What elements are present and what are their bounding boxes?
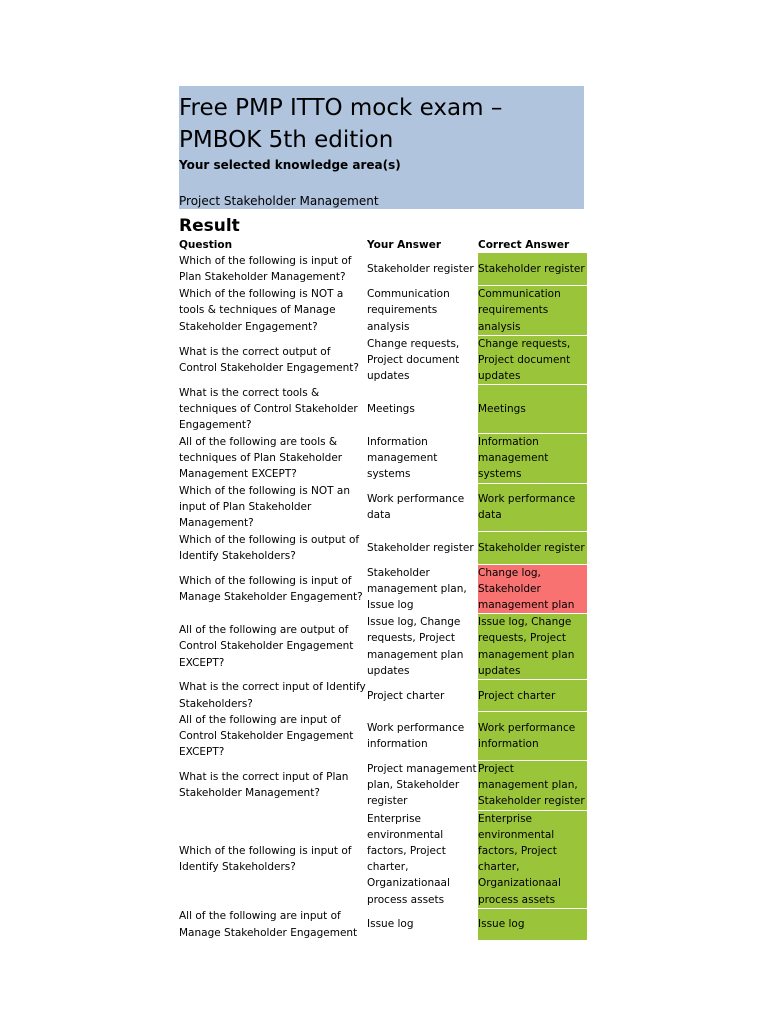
page-title: Free PMP ITTO mock exam – PMBOK 5th edition <box>179 95 503 153</box>
exam-header <box>179 86 584 209</box>
correct-answer-cell: Enterprise environmental factors, Project charter, Organizationaal process assets <box>478 810 587 908</box>
question-cell: All of the following are input of Control Stakeholder Engagement EXCEPT? <box>179 713 354 759</box>
results-table-body <box>179 253 587 941</box>
question-cell: What is the correct tools & techniques of Control Stakeholder Engagement? <box>179 386 358 432</box>
your-answer-cell: Work performance information <box>367 721 465 751</box>
table-row <box>179 335 587 385</box>
correct-answer-cell: Work performance data <box>478 483 587 532</box>
correct-answer-cell: Issue log <box>478 908 587 940</box>
question-cell: Which of the following is NOT an input of Plan Stakeholder Management? <box>179 485 350 530</box>
question-cell: Which of the following is NOT a tools & techniques of Manage Stakeholder Engagement? <box>179 288 344 333</box>
table-row <box>179 385 587 434</box>
table-row <box>179 712 587 761</box>
question-cell: All of the following are output of Control Stakeholder Engagement EXCEPT? <box>179 624 354 669</box>
column-header-your-answer: Your Answer <box>367 239 442 251</box>
question-cell: All of the following are input of Manage Stakeholder Engagement <box>179 910 358 939</box>
table-row <box>179 810 587 908</box>
correct-answer-cell: Change log, Stakeholder management plan <box>478 564 587 614</box>
question-cell: What is the correct output of Control Stakeholder Engagement? <box>179 345 359 375</box>
question-cell: All of the following are tools & techniques of Plan Stakeholder Management EXCEPT? <box>179 435 343 481</box>
correct-answer-cell: Work performance information <box>478 712 587 761</box>
table-row <box>179 564 587 614</box>
your-answer-cell: Project management plan, Stakeholder register <box>367 763 477 808</box>
your-answer-cell: Issue log, Change requests, Project management plan updates <box>367 616 464 677</box>
table-row <box>179 908 587 940</box>
your-answer-cell: Communication requirements analysis <box>367 288 450 333</box>
question-cell: Which of the following is input of Identify Stakeholders? <box>179 845 352 874</box>
correct-answer-cell: Meetings <box>478 385 587 434</box>
correct-answer-cell: Issue log, Change requests, Project management plan updates <box>478 614 587 680</box>
result-heading: Result <box>179 216 240 236</box>
your-answer-cell: Change requests, Project document updates <box>367 337 460 383</box>
results-table <box>179 237 587 941</box>
your-answer-cell: Enterprise environmental factors, Project charter, Organizationaal process assets <box>367 812 450 906</box>
your-answer-cell: Project charter <box>367 689 445 702</box>
your-answer-cell: Stakeholder register <box>367 263 474 276</box>
question-cell: Which of the following is input of Manage Stakeholder Engagement? <box>179 574 363 603</box>
correct-answer-cell: Project charter <box>478 679 587 711</box>
your-answer-cell: Meetings <box>367 403 415 416</box>
correct-answer-cell: Communication requirements analysis <box>478 286 587 336</box>
question-cell: Which of the following is input of Plan Stakeholder Management? <box>179 255 352 284</box>
question-cell: What is the correct input of Plan Stakeholder Management? <box>179 771 349 800</box>
table-row <box>179 433 587 483</box>
column-header-question: Question <box>179 239 233 251</box>
question-cell: Which of the following is output of Identify Stakeholders? <box>179 533 360 562</box>
table-header-row <box>179 237 587 253</box>
correct-answer-cell: Stakeholder register <box>478 253 587 285</box>
correct-answer-cell: Project management plan, Stakeholder register <box>478 761 587 811</box>
knowledge-area-subtitle: Your selected knowledge area(s) <box>179 158 401 172</box>
correct-answer-cell: Stakeholder register <box>478 532 587 564</box>
table-row <box>179 483 587 532</box>
correct-answer-cell: Information management systems <box>478 433 587 483</box>
your-answer-cell: Issue log <box>367 918 414 931</box>
your-answer-cell: Work performance data <box>367 493 465 522</box>
table-row <box>179 679 587 711</box>
correct-answer-cell: Change requests, Project document updates <box>478 335 587 385</box>
table-row <box>179 614 587 680</box>
knowledge-area-value: Project Stakeholder Management <box>179 194 379 208</box>
your-answer-cell: Stakeholder register <box>367 541 474 554</box>
table-row <box>179 761 587 811</box>
table-row <box>179 286 587 336</box>
question-cell: What is the correct input of Identify Stakeholders? <box>179 681 366 710</box>
column-header-correct-answer: Correct Answer <box>478 239 570 251</box>
your-answer-cell: Stakeholder management plan, Issue log <box>367 566 467 611</box>
your-answer-cell: Information management systems <box>367 435 438 481</box>
table-row <box>179 532 587 564</box>
table-row <box>179 253 587 285</box>
